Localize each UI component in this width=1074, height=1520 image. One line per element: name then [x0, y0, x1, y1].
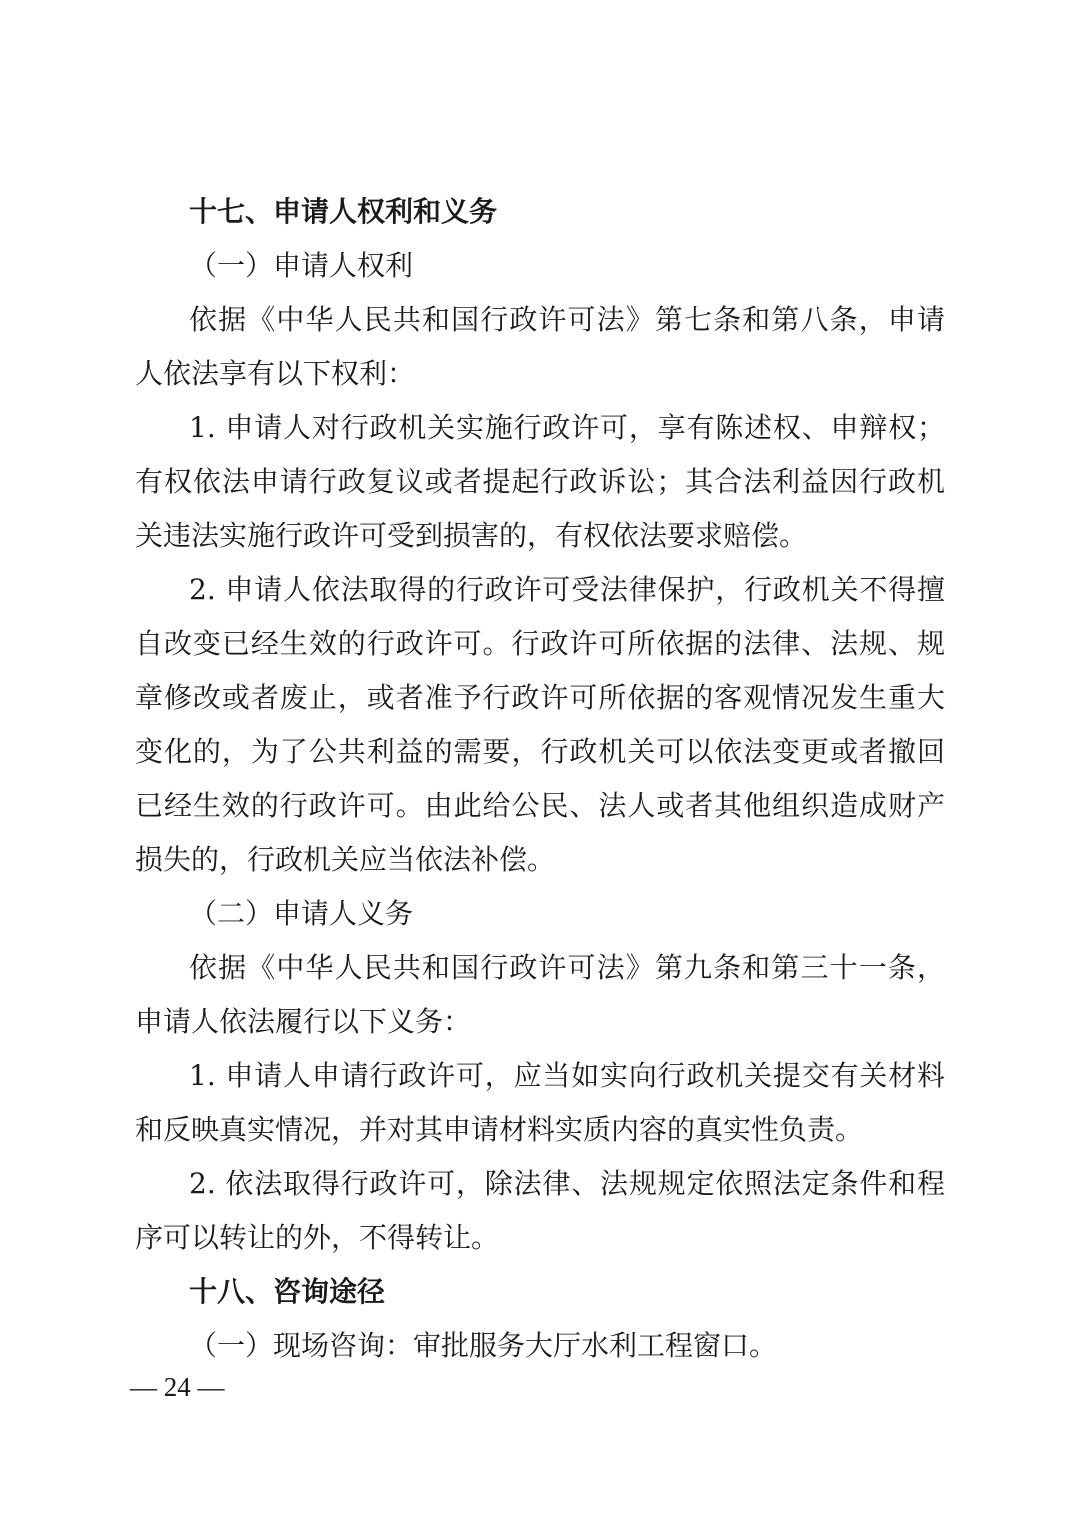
rights-subheading: （一）申请人权利 [189, 249, 414, 282]
right-1-line-2: 有权依法申请行政复议或者提起行政诉讼；其合法利益因行政机 [135, 465, 945, 498]
duty-1-line-2: 和反映真实情况，并对其申请材料实质内容的真实性负责。 [135, 1113, 864, 1146]
duty-2-line-2: 序可以转让的外，不得转让。 [135, 1221, 500, 1254]
duties-subheading: （二）申请人义务 [189, 897, 414, 930]
right-1-line-3: 关违法实施行政许可受到损害的，有权依法要求赔偿。 [135, 519, 808, 552]
duties-basis-line-2: 申请人依法履行以下义务： [135, 1005, 472, 1038]
right-2-line-5: 已经生效的行政许可。由此给公民、法人或者其他组织造成财产 [135, 789, 945, 822]
section-18-heading: 十八、咨询途径 [189, 1275, 386, 1308]
right-2-line-6: 损失的，行政机关应当依法补偿。 [135, 843, 556, 876]
duties-basis-line-1: 依据《中华人民共和国行政许可法》第九条和第三十一条， [189, 951, 945, 984]
right-2-line-3: 章修改或者废止，或者准予行政许可所依据的客观情况发生重大 [135, 681, 945, 714]
right-2-line-4: 变化的，为了公共利益的需要，行政机关可以依法变更或者撤回 [135, 735, 945, 768]
duty-2-line-1: 2. 依法取得行政许可，除法律、法规规定依照法定条件和程 [189, 1167, 945, 1200]
right-1-line-1: 1. 申请人对行政机关实施行政许可，享有陈述权、申辩权； [189, 411, 945, 444]
right-2-line-2: 自改变已经生效的行政许可。行政许可所依据的法律、法规、规 [135, 627, 945, 660]
duty-1-line-1: 1. 申请人申请行政许可，应当如实向行政机关提交有关材料 [189, 1059, 945, 1092]
rights-basis-line-2: 人依法享有以下权利： [135, 357, 416, 390]
right-2-line-1: 2. 申请人依法取得的行政许可受法律保护，行政机关不得擅 [189, 573, 945, 606]
section-17-heading: 十七、申请人权利和义务 [189, 195, 498, 228]
page-number: — 24 — [130, 1372, 225, 1402]
onsite-consultation: （一）现场咨询：审批服务大厅水利工程窗口。 [189, 1329, 778, 1362]
rights-basis-line-1: 依据《中华人民共和国行政许可法》第七条和第八条，申请 [189, 303, 945, 336]
